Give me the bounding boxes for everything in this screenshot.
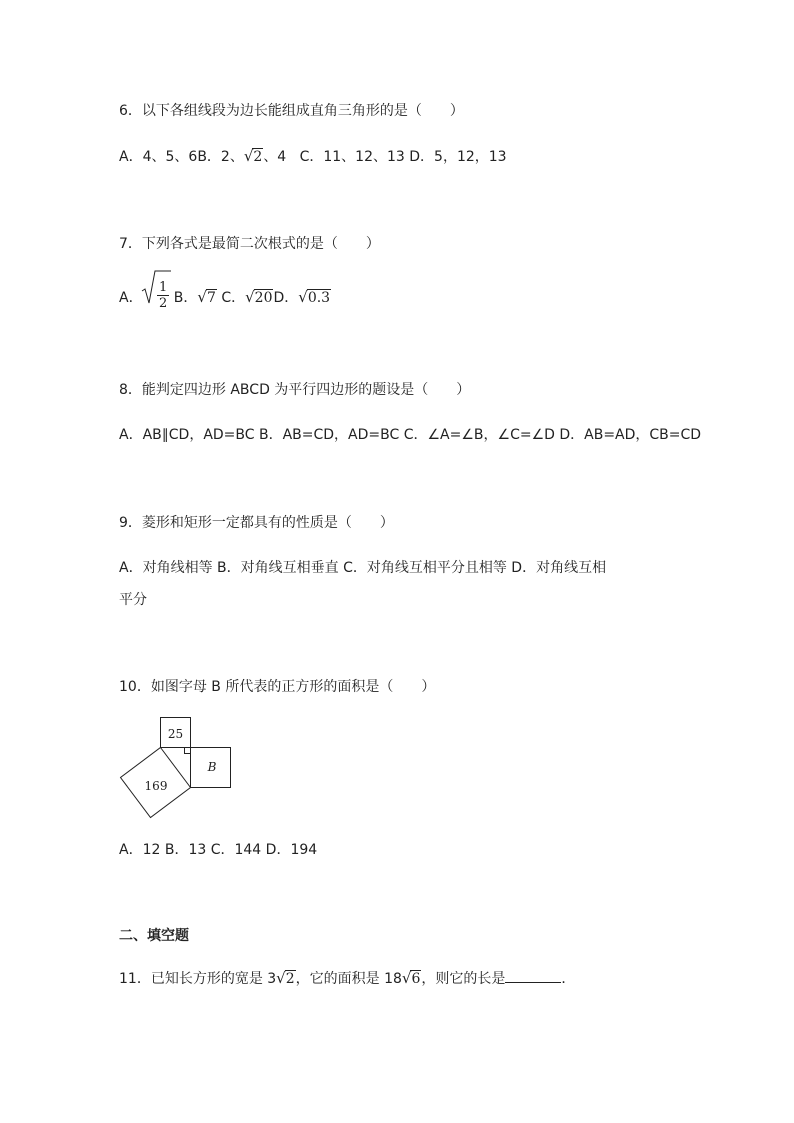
question-9-stem: 9．菱形和矩形一定都具有的性质是（ ） <box>119 515 394 531</box>
question-8-stem: 8．能判定四边形 ABCD 为平行四边形的题设是（ ） <box>119 382 471 398</box>
sqrt-fraction-symbol <box>141 269 171 307</box>
sqrt-symbol: √6 <box>401 969 421 987</box>
q6-option-a: A．4、5、6 <box>119 149 198 165</box>
q11-middle: ，它的面积是 18 <box>295 971 402 987</box>
question-10-stem: 10．如图字母 B 所代表的正方形的面积是（ ） <box>119 679 436 695</box>
answer-blank[interactable] <box>505 968 561 983</box>
q7-option-b-label: B． <box>173 290 198 306</box>
sqrt-symbol: √0.3 <box>298 288 331 306</box>
q11-prefix: 11．已知长方形的宽是 3 <box>119 971 277 987</box>
question-10-options: A．12 B．13 C．144 D．194 <box>119 842 318 858</box>
q6-option-d: D．5，12，13 <box>409 149 507 165</box>
q11-end: ． <box>561 971 576 987</box>
squares-figure <box>115 712 245 822</box>
question-9-options-line2: 平分 <box>119 592 147 608</box>
sqrt-symbol: √2 <box>276 969 295 987</box>
question-7-options <box>119 280 331 316</box>
sqrt-symbol: √7 <box>197 288 216 306</box>
question-9-options-line1: A．对角线相等 B．对角线互相垂直 C．对角线互相平分且相等 D．对角线互相 <box>119 560 607 576</box>
fraction-numerator: 1 <box>159 280 168 295</box>
question-7-stem: 7．下列各式是最简二次根式的是（ ） <box>119 236 380 252</box>
hypotenuse-square-label: 169 <box>144 779 168 793</box>
q6-option-b: B．2、√2、4 <box>197 147 287 165</box>
sqrt-symbol: √2 <box>243 147 263 165</box>
question-11 <box>119 968 575 989</box>
section-2-title: 二、填空题 <box>119 928 189 944</box>
top-square-label: 25 <box>167 727 184 741</box>
fraction-denominator: 2 <box>159 296 168 311</box>
q11-suffix: ，则它的长是 <box>421 971 506 987</box>
question-8-options: A．AB∥CD，AD=BC B．AB=CD，AD=BC C．∠A=∠B，∠C=∠D D．AB=AD，CB=CD <box>119 427 702 443</box>
right-square-label: B <box>207 760 217 774</box>
right-angle-mark <box>185 748 191 754</box>
q7-option-a-radical <box>147 277 169 311</box>
q6-option-c: C．11、12、13 <box>299 149 405 165</box>
q7-option-d-label: D． <box>273 290 299 306</box>
question-6-stem: 6．以下各组线段为边长能组成直角三角形的是（ ） <box>119 103 464 119</box>
q7-option-c-label: C． <box>221 290 246 306</box>
q7-option-a-label: A． <box>119 290 143 306</box>
sqrt-symbol: √20 <box>245 288 273 306</box>
question-6-options <box>119 146 507 167</box>
